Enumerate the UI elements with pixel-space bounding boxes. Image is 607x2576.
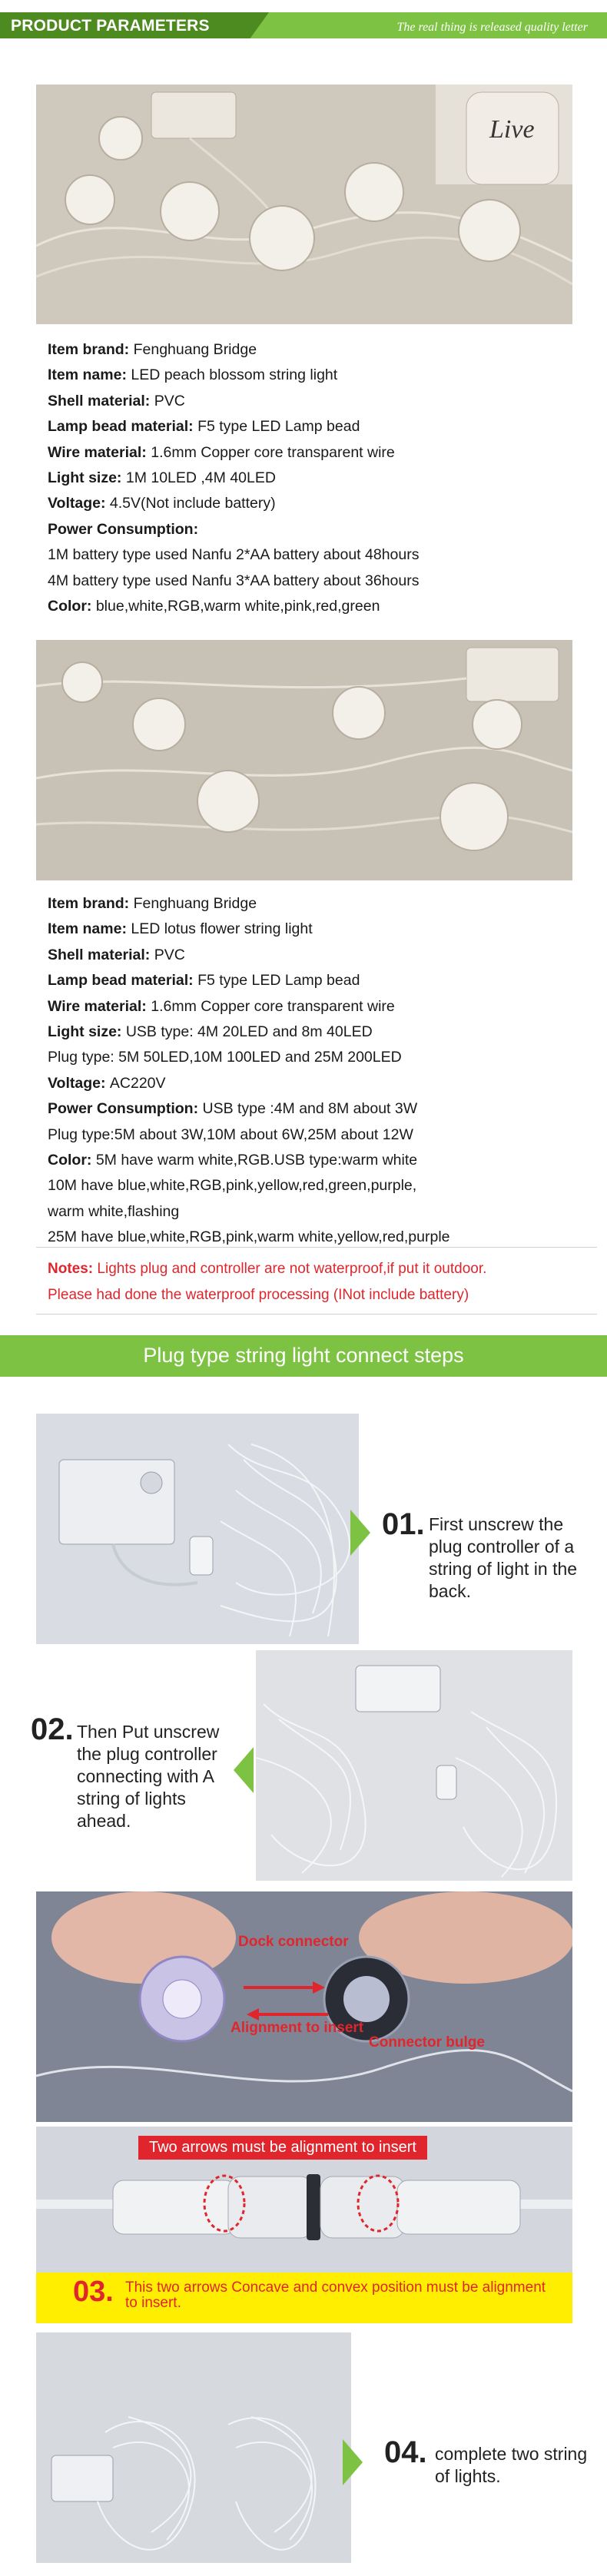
spec-value: 10M have blue,white,RGB,pink,yellow,red,green,purple, <box>48 1177 417 1195</box>
spec-value: blue,white,RGB,warm white,pink,red,green <box>95 598 380 615</box>
spec-value: F5 type LED Lamp bead <box>197 418 360 436</box>
header-title: PRODUCT PARAMETERS <box>11 17 210 35</box>
spec-row <box>48 594 419 619</box>
spec-value: warm white,flashing <box>48 1202 180 1220</box>
spec-row <box>48 517 419 542</box>
spec-row <box>48 363 419 388</box>
spec-label: Color: <box>48 1152 96 1169</box>
step4-text: complete two string of lights. <box>435 2444 588 2486</box>
spec-value: Plug type: 5M 50LED,10M 100LED and 25M 200LED <box>48 1049 402 1066</box>
spec-row <box>48 466 419 491</box>
step2-text: Then Put unscrew the plug controller connecting with A string of lights ahead. <box>77 1722 220 1831</box>
spec-value: F5 type LED Lamp bead <box>197 972 360 990</box>
step4-photo <box>36 2332 351 2563</box>
spec-value: PVC <box>154 946 185 963</box>
step2-number: 02. <box>31 1712 74 1746</box>
page-header <box>0 0 607 63</box>
spec-value: Plug type:5M about 3W,10M about 6W,25M about 12W <box>48 1126 413 1143</box>
spec-row <box>48 994 450 1019</box>
connector-bulge-label: Connector bulge <box>369 2034 485 2051</box>
spec-label: Light size: <box>48 1023 126 1041</box>
spec-label: Power Consumption: <box>48 1100 203 1118</box>
step2-photo <box>256 1650 572 1881</box>
spec-value: 4.5V(Not include battery) <box>109 495 276 512</box>
spec-value: 5M have warm white,RGB.USB type:warm white <box>95 1152 418 1169</box>
header-tagline: The real thing is released quality letter <box>396 21 588 34</box>
spec-row <box>48 337 419 363</box>
spec-row <box>48 943 450 968</box>
spec-label: Shell material: <box>48 946 154 963</box>
spec-value: Fenghuang Bridge <box>133 895 257 912</box>
spec-value: 1.6mm Copper core transparent wire <box>151 443 395 461</box>
alignment-label: Alignment to insert <box>231 2020 364 2036</box>
lotus-flower-photo <box>36 640 572 880</box>
peach-blossom-photo <box>36 85 572 324</box>
spec-value: USB type: 4M 20LED and 8m 40LED <box>125 1023 373 1041</box>
arrows-alignment-label: Two arrows must be alignment to insert <box>138 2136 427 2160</box>
spec-row <box>48 1148 450 1173</box>
step1-number: 01. <box>382 1507 425 1541</box>
spec-label: Item brand: <box>48 341 134 358</box>
completed-strings-illustration <box>36 2332 351 2563</box>
spec-label: Voltage: <box>48 495 110 512</box>
spec-label: Item brand: <box>48 895 134 912</box>
spec-label: Light size: <box>48 469 126 487</box>
spec-label: Lamp bead material: <box>48 972 198 990</box>
controller-illustration <box>36 1414 359 1644</box>
spec-row <box>48 389 419 414</box>
spec-row <box>48 1173 450 1198</box>
spec-label: Wire material: <box>48 997 151 1015</box>
notes-label: Notes: <box>48 1261 98 1277</box>
step3-text: This two arrows Concave and convex position must be alignment to insert. <box>125 2279 546 2311</box>
spec-row <box>48 542 419 568</box>
spec-row <box>48 440 419 466</box>
spec-value: 4M battery type used Nanfu 3*AA battery about 36hours <box>48 572 420 589</box>
step3-connector-photo <box>36 1891 572 2122</box>
spec-value: 1M 10LED ,4M 40LED <box>125 469 276 487</box>
product1-specs <box>48 337 419 619</box>
spec-label: Color: <box>48 598 96 615</box>
spec-label: Power Consumption: <box>48 520 199 538</box>
spec-row <box>48 569 419 594</box>
spec-value: PVC <box>154 392 185 409</box>
product2-specs <box>48 891 450 1251</box>
spec-label: Shell material: <box>48 392 154 409</box>
spec-label: Wire material: <box>48 443 151 461</box>
step4-number: 04. <box>384 2435 427 2469</box>
spec-row <box>48 414 419 439</box>
spec-label: Item name: <box>48 920 131 938</box>
spec-value: USB type :4M and 8M about 3W <box>202 1100 418 1118</box>
notes-line2: Please had done the waterproof processing (INot include battery) <box>48 1287 469 1303</box>
spec-row <box>48 1019 450 1045</box>
section-title: Plug type string light connect steps <box>143 1344 464 1367</box>
connector-illustration <box>36 1891 572 2122</box>
spec-value: 25M have blue,white,RGB,pink,warm white,yellow,red,purple <box>48 1228 450 1246</box>
spec-row <box>48 968 450 993</box>
spec-row <box>48 917 450 942</box>
spec-row <box>48 1122 450 1148</box>
spec-value: 1M battery type used Nanfu 2*AA battery about 48hours <box>48 546 420 564</box>
step3-number: 03. <box>73 2276 114 2308</box>
spec-value: Fenghuang Bridge <box>133 341 257 358</box>
spec-row <box>48 891 450 917</box>
spec-label: Lamp bead material: <box>48 418 198 436</box>
step4-arrow <box>343 2439 363 2485</box>
notes <box>48 1256 486 1308</box>
divider-top <box>36 1247 597 1248</box>
spec-value: LED lotus flower string light <box>131 920 313 938</box>
two-strings-illustration <box>256 1650 572 1881</box>
notes-line1: Lights plug and controller are not waterproof,if put it outdoor. <box>97 1261 487 1277</box>
spec-value: 1.6mm Copper core transparent wire <box>151 997 395 1015</box>
step2-arrow <box>234 1747 254 1793</box>
spec-value: LED peach blossom string light <box>131 366 338 384</box>
step1-text: First unscrew the plug controller of a string of light in the back. <box>429 1514 578 1601</box>
spec-label: Item name: <box>48 366 131 384</box>
lotus-flower-illustration <box>36 640 572 880</box>
step1-arrow <box>350 1510 370 1556</box>
spec-row <box>48 1045 450 1070</box>
spec-row <box>48 1071 450 1096</box>
dock-connector-label: Dock connector <box>238 1934 349 1950</box>
spec-row <box>48 1199 450 1225</box>
spec-row <box>48 491 419 516</box>
spec-label: Voltage: <box>48 1074 110 1092</box>
spec-row <box>48 1096 450 1122</box>
spec-value: AC220V <box>109 1074 166 1092</box>
step1-photo <box>36 1414 359 1644</box>
photo-mug-text: Live <box>489 115 535 144</box>
divider-bottom <box>36 1314 597 1315</box>
